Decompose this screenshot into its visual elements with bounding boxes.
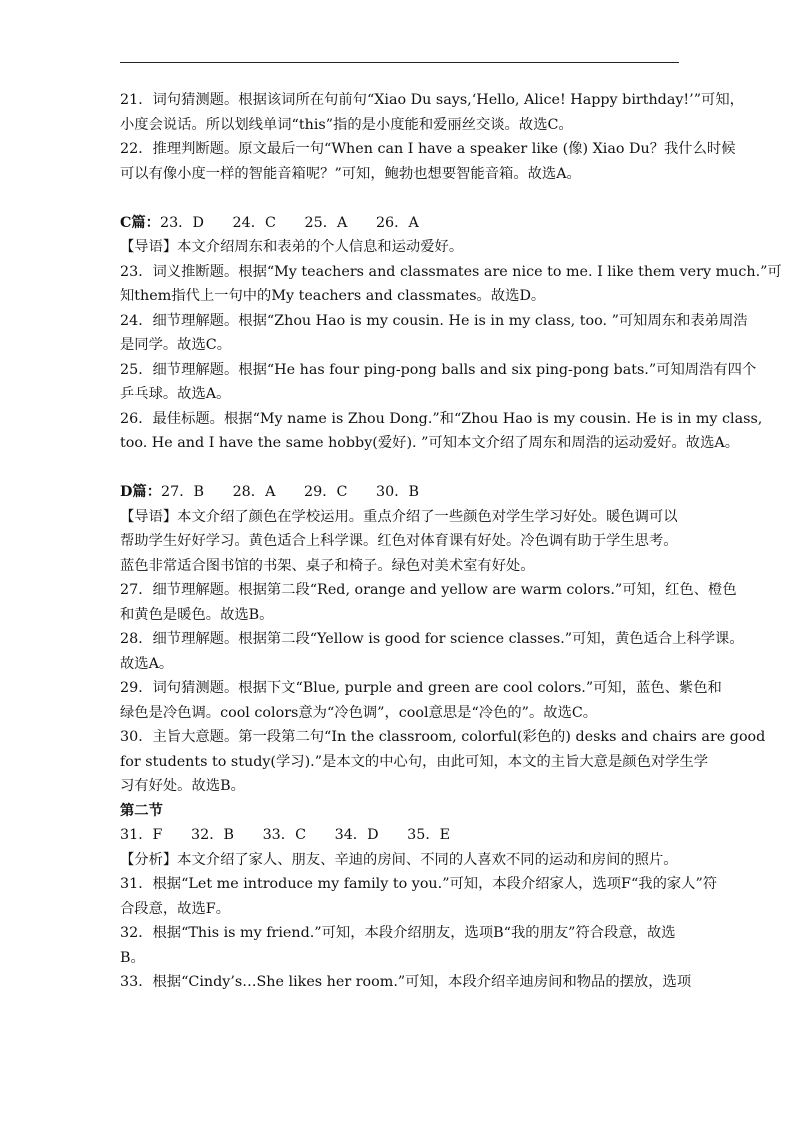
text-line: 28．细节理解题。根据第二段“Yellow is good for science classes.”可知，黄色适合上科学课。 [120, 631, 744, 647]
text-line: 乒乓球。故选A。 [120, 386, 231, 402]
header-rule [120, 62, 679, 63]
spacer [120, 186, 680, 211]
text-line: 合段意，故选F。 [120, 900, 230, 917]
text-line: 绿色是冷色调。cool colors意为“冷色调”，cool意思是“冷色的”。故选C。 [120, 704, 598, 721]
text-line: 33．根据“Cindy’s…She likes her room.”可知，本段介绍辛迪房间和物品的摆放，选项 [120, 974, 692, 990]
text-line: 知them指代上一句中的My teachers and classmates。故选D。 [120, 288, 546, 304]
text-line: 是同学。故选C。 [120, 337, 232, 353]
text-line: 26．最佳标题。根据“My name is Zhou Dong.”和“Zhou Hao is my cousin. He is in my class, [120, 410, 763, 427]
text-line: 帮助学生好好学习。黄色适合上科学课。红色对体育课有好处。冷色调有助于学生思考。 [120, 533, 678, 549]
text-line: 【导语】本文介绍了颜色在学校运用。重点介绍了一些颜色对学生学习好处。暖色调可以 [120, 508, 678, 525]
section-d-answer-list: 27．B 28．A 29．C 30．B [161, 484, 420, 500]
text-line: 蓝色非常适合图书馆的书架、桌子和椅子。绿色对美术室有好处。 [120, 557, 535, 574]
text-line: 30．主旨大意题。第一段第二句“In the classroom, colorful(彩色的) desks and chairs are good [120, 729, 766, 745]
answer-explanations [120, 88, 782, 995]
text-line: 习有好处。故选B。 [120, 778, 245, 794]
text-line: 【导语】本文介绍周东和表弟的个人信息和运动爱好。 [120, 239, 464, 255]
text-line: B。 [120, 949, 145, 966]
section-d-label: D篇： [120, 484, 161, 500]
text-line: 小度会说话。所以划线单词“this”指的是小度能和爱丽丝交谈。故选C。 [120, 116, 573, 133]
text-line: 可以有像小度一样的智能音箱呢？”可知，鲍勃也想要智能音箱。故选A。 [120, 165, 581, 182]
section-2-heading: 第二节 [120, 802, 163, 819]
text-line: 和黄色是暖色。故选B。 [120, 606, 274, 623]
text-line: 故选A。 [120, 655, 174, 672]
section-2-answers: 31．F 32．B 33．C 34．D 35．E [120, 827, 451, 843]
text-line: 23．词义推断题。根据“My teachers and classmates are nice to me. I like them very much.”可 [120, 263, 782, 280]
text-line: 27．细节理解题。根据第二段“Red, orange and yellow are warm colors.”可知，红色、橙色 [120, 582, 737, 598]
text-line: too. He and I have the same hobby(爱好). ”可知本文介绍了周东和周浩的运动爱好。故选A。 [120, 435, 739, 451]
text-line: 32．根据“This is my friend.”可知，本段介绍朋友，选项B“我的朋友”符合段意，故选 [120, 925, 676, 941]
text-line: 22．推理判断题。原文最后一句“When can I have a speaker like (像) Xiao Du？我什么时候 [120, 141, 736, 157]
text-line: 【分析】本文介绍了家人、朋友、辛迪的房间、不同的人喜欢不同的运动和房间的照片。 [120, 851, 678, 868]
section-d-answers [120, 480, 680, 505]
text-line: 21．词句猜测题。根据该词所在句前句“Xiao Du says,‘Hello, Alice! Happy birthday!’”可知， [120, 92, 744, 108]
text-line: for students to study(学习).”是本文的中心句，由此可知，本文的主旨大意是颜色对学生学 [120, 753, 709, 770]
section-c-answer-list: 23．D 24．C 25．A 26．A [159, 214, 419, 231]
spacer [120, 456, 680, 481]
text-line: 31．根据“Let me introduce my family to you.”可知，本段介绍家人，选项F“我的家人”符 [120, 876, 718, 892]
text-line: 25．细节理解题。根据“He has four ping-pong balls and six ping-pong bats.”可知周浩有四个 [120, 361, 757, 378]
section-c-label: C篇： [120, 214, 160, 231]
text-line: 29．词句猜测题。根据下文“Blue, purple and green are cool colors.”可知，蓝色、紫色和 [120, 680, 722, 696]
text-line: 24．细节理解题。根据“Zhou Hao is my cousin. He is in my class, too. ”可知周东和表弟周浩 [120, 312, 748, 329]
section-c-answers [120, 211, 680, 236]
